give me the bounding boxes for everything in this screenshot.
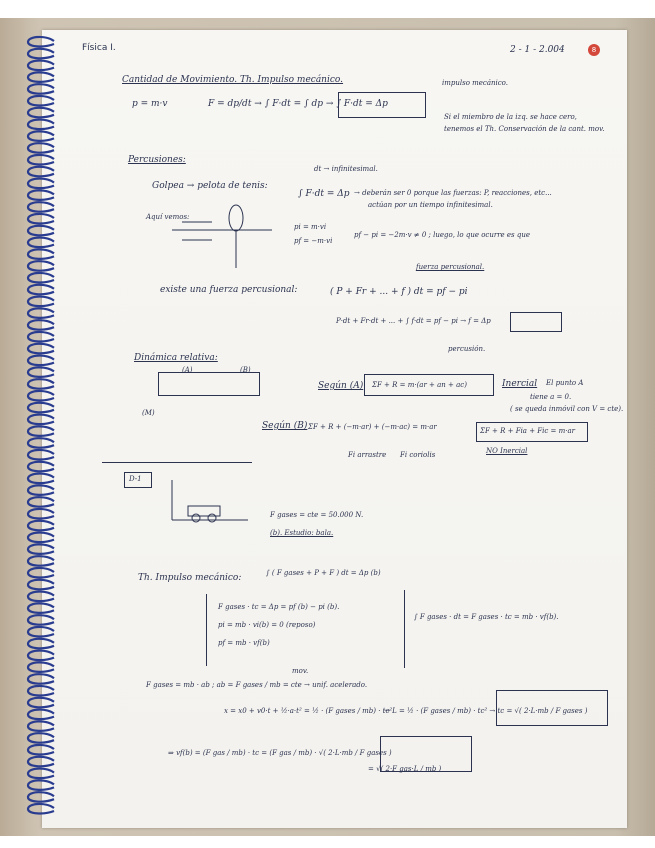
infinitesimal-note: dt → infinitesimal. [314,165,378,173]
study-note: (b). Estudio: bala. [270,529,334,537]
final-momentum: pf = −m·vi [294,237,333,245]
gas-force: F gases = cte = 50.000 N. [270,511,364,519]
acceleration-eq: F gases = mb · ab ; ab = F gases / mb = cte → unif. acelerado. [146,681,368,689]
equation-b: ΣF + R + (−m·ar) + (−m·ac) = m·ar [308,423,437,431]
momentum-difference: pf − pi = −2m·v ≠ 0 ; luego, lo que ocurre es que [354,231,531,239]
initial-momentum: pi = m·vi [294,223,327,231]
equation-a: ΣF + R = m·(ar + an + ac) [372,381,467,389]
relative-frame-box [158,372,260,396]
percussion-equation-1: ( P + Fr + ... + f ) dt = pf − pi [330,287,468,297]
according-to-b: Según (B) [262,421,308,431]
system-eq-2: pi = mb · vi(b) = 0 (reposo) [218,621,316,629]
percussion-equation-2: P·dt + Fr·dt + ... + ∫ f·dt = pf − pi → f = Δp [336,317,491,325]
problem-id: D-1 [129,475,142,483]
momentum-equation: p = m·v [132,99,168,109]
stays-still-note: ( se queda inmóvil con V = cte). [510,405,624,413]
drag-force-label: Fi arrastre [348,451,387,459]
percussion-explanation-1: → deberán ser 0 porque las fuerzas: P, reacciones, etc... [354,189,552,197]
percussion-label: percusión. [448,345,486,353]
according-to-a: Según (A) [318,381,364,391]
conservation-remark-2: tenemos el Th. Conservación de la cant. mov. [444,125,605,133]
final-velocity-eq: ⇒ vf(b) = (F gas / mb) · tc = (F gas / mb) · √( 2·L·mb / F gases ) [168,749,392,757]
cannon-diagram [158,476,258,532]
motion-label: mov. [292,667,309,675]
equation-b-result: ΣF + R + Fia + Fic = m·ar [480,427,576,435]
section-title-percussions: Percusiones: [128,155,186,165]
system-right-brace [404,590,405,668]
cannon-wheel-2 [208,514,216,522]
impulse-equation: F = dp/dt → ∫ F·dt = ∫ dp → ∫ F·dt = Δp [208,99,388,109]
system-eq-3: pf = mb · vf(b) [218,639,270,647]
cannon-body [188,506,220,516]
impulse-note: impulso mecánico. [442,79,508,87]
point-a-accel: tiene a = 0. [530,393,572,401]
percussion-explanation-2: actúan por un tiempo infinitesimal. [368,201,493,209]
page-number-badge: 8 [588,44,600,56]
observer-label: (M) [142,409,155,417]
percussive-force-intro: existe una fuerza percusional: [160,285,298,295]
frame-label-a: (A) [182,366,193,374]
impulse-theorem-label: Th. Impulso mecánico: [138,573,242,583]
conservation-remark-1: Si el miembro de la izq. se hace cero, [444,113,577,121]
notebook-page [42,30,627,828]
impulse-theorem-eq: ∫ ( F gases + P + F ) dt = Δp (b) [266,569,381,577]
percussion-result-box [510,312,562,332]
system-eq-1: F gases · tc = Δp = pf (b) − pi (b). [218,603,340,611]
kinematics-eq: x = x0 + v0·t + ½·a·t² = ½ · (F gases / mb) · tc² [224,707,393,715]
tennis-example: Golpea → pelota de tenis: [152,181,268,191]
here-label: Aquí vemos: [146,213,190,221]
non-inertial-label: NO Inercial [486,447,528,455]
tab-label: Física I. [82,43,116,53]
system-result: ∫ F gases · dt = F gases · tc = mb · vf(b). [414,613,559,621]
cannon-wheel-1 [192,514,200,522]
launch-time-eq: → L = ½ · (F gases / mb) · tc² → tc = √( 2·L·mb / F gases ) [384,707,588,715]
point-a-label: El punto A [546,379,584,387]
system-brace [206,594,207,666]
section-title-momentum: Cantidad de Movimiento. Th. Impulso mecánico. [122,75,344,85]
section-divider [102,462,252,463]
impulse-integral: ∫ F·dt = Δp [298,189,350,199]
section-title-relative-dynamics: Dinámica relativa: [134,353,218,363]
frame-label-b: (B) [240,366,251,374]
page-date: 2 - 1 - 2.004 [510,45,565,55]
inertial-label: Inercial [502,379,538,389]
racket-head [229,205,243,231]
final-velocity-result: = √( 2·F gas·L / mb ) [368,765,442,773]
percussive-force-label: fuerza percusional. [416,263,485,271]
coriolis-force-label: Fi coriolis [400,451,436,459]
